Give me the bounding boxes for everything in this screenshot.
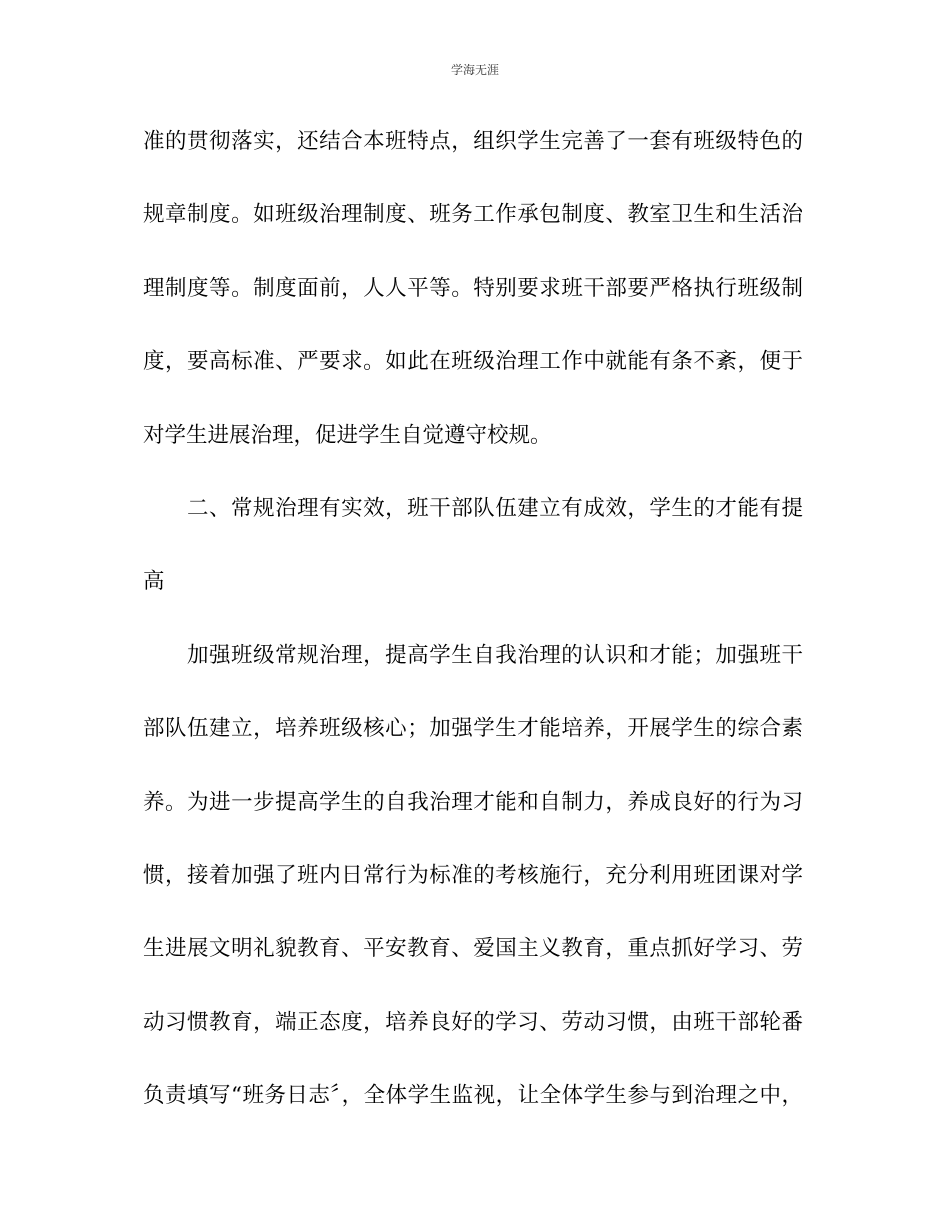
paragraph-line: 理制度等。制度面前，人人平等。特别要求班干部要严格执行班级制	[143, 275, 803, 301]
section-heading-line: 二、常规治理有实效，班干部队伍建立有成效，学生的才能有提	[187, 495, 803, 521]
paragraph-line: 惯，接着加强了班内日常行为标准的考核施行，充分利用班团课对学	[143, 862, 803, 888]
running-header: 学海无涯	[450, 63, 499, 77]
paragraph-line: 部队伍建立，培养班级核心；加强学生才能培养，开展学生的综合素	[143, 716, 803, 742]
paragraph-line: 准的贯彻落实，还结合本班特点，组织学生完善了一套有班级特色的	[143, 129, 803, 154]
paragraph-line: 负责填写“班务日志〞，全体学生监视，让全体学生参与到治理之中，	[143, 1083, 803, 1109]
paragraph-line: 生进展文明礼貌教育、平安教育、爱国主义教育，重点抓好学习、劳	[143, 936, 803, 962]
paragraph-line: 养。为进一步提高学生的自我治理才能和自制力，养成良好的行为习	[143, 789, 803, 815]
paragraph-line: 动习惯教育，端正态度，培养良好的学习、劳动习惯，由班干部轮番	[143, 1009, 803, 1035]
paragraph-line: 加强班级常规治理，提高学生自我治理的认识和才能；加强班干	[187, 642, 803, 668]
paragraph-line: 度，要高标准、严要求。如此在班级治理工作中就能有条不紊，便于	[143, 349, 803, 375]
paragraph-line: 规章制度。如班级治理制度、班务工作承包制度、教室卫生和生活治	[143, 202, 803, 228]
paragraph-line: 对学生进展治理，促进学生自觉遵守校规。	[143, 422, 552, 448]
section-heading-line: 高	[143, 569, 165, 595]
body-text	[143, 118, 803, 1145]
